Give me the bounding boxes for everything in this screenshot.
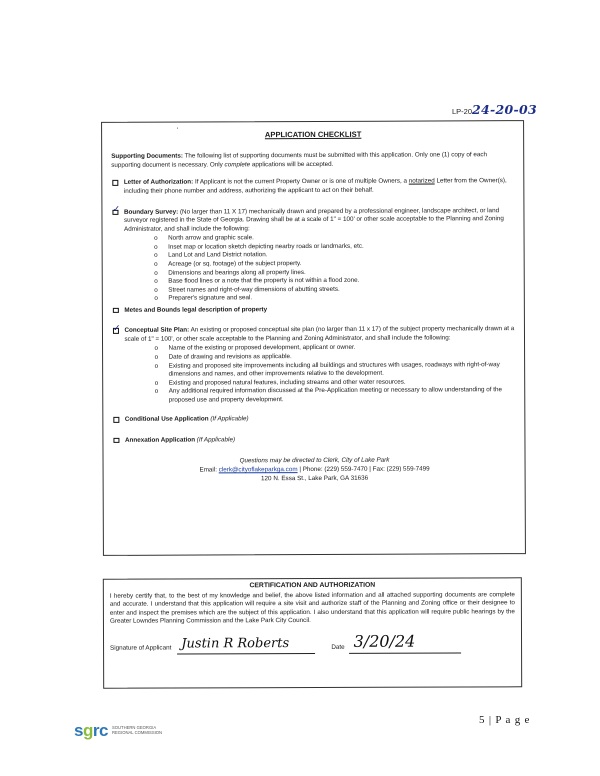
list-item: o Existing and proposed site improvements including all buildings and structures with usages, roadways with right-of-way dimensions and names, and other improvements relative to the development. [155,361,517,380]
certification-title: CERTIFICATION AND AUTHORIZATION [249,581,376,590]
signature-field[interactable] [177,631,315,654]
signature-row [110,630,515,654]
date-value: 3/20/24 [353,631,416,651]
checklist-title: APPLICATION CHECKLIST [264,129,362,140]
logo-mark: sgrc [74,721,108,740]
case-number [452,102,592,117]
item-metes-and-bounds: Metes and Bounds legal description of property [112,305,516,315]
signature: Justin R Roberts [181,636,290,652]
site-plan-requirements [125,344,517,406]
list-item: o Any additional required information discussed at the Pre-Application meeting or necessary to allow understanding of the proposed use and property development. [155,386,517,405]
conditional-use-checkbox[interactable] [113,417,119,423]
page-number: 5 | P a g e [479,714,531,726]
boundary-survey-requirements [124,233,516,303]
date-label: Date [331,643,345,651]
item-letter-of-authorization: Letter of Authorization: If Applicant is not the current Property Owner or is one of multiple Owners, a notarized Letter from the Owner(s), including their phone number and address, authorizing the applicant to act on their behalf. [111,178,515,197]
list-item: o Street names and right-of-way dimensions of abutting streets. [154,285,516,295]
contact-info: Email: clerk@cityoflakeparkga.com | Phone: (229) 559-7470 | Fax: (229) 559-7499 120 N. Essa St., Lake Park, GA 31636 [199,465,430,483]
certification-text: I hereby certify that, to the best of my knowledge and belief, the above listed information and all attached supporting documents are complete and accurate. I understand that this application will require a site visit and authorize staff of the Planning and Zoning office or their designee to enter and inspect the premises which are the subject of this application. I also understand that this application will require public hearings by the Greater Lowndes Planning Commission and the Lake Park City Council. [109,591,515,625]
check-mark-icon: ✓ [112,323,121,334]
annexation-checkbox[interactable] [113,438,119,444]
stray-mark: ' [177,128,179,134]
list-item: o Land Lot and Land District notation. [154,250,516,260]
list-item: o North arrow and graphic scale. [154,233,516,243]
letter-of-authorization-checkbox[interactable] [112,180,118,186]
address: 120 N. Essa St., Lake Park, GA 31636 [261,474,369,483]
email-link[interactable]: clerk@cityoflakeparkga.com [218,466,298,474]
conceptual-site-plan-checkbox[interactable] [112,323,121,334]
list-item: o Acreage (or sq. footage) of the subject property. [154,259,516,269]
certification-box [103,577,522,688]
item-boundary-survey: ✓ Boundary Survey: (No larger than 11 X 17) mechanically drawn and prepared by a professional engineer, landscape architect, or land surveyor registered in the State of Georgia. Drawing shall be at a scale of 1" = 100' or other scale acceptable to the Planning and Zoning Administrator, and shall include the following: o North arrow and graphic scale. o Inset map or location sketch depicting nearby roads or landmarks, etc. o Land Lot and Land District notation. o Acreage (or sq. footage) of the subject property. o Dimensions and bearings along all property lines. o Base flood lines or a note that the property is not within a flood zone. o Street names and right-of-way dimensions of abutting streets. o Preparer's signature and seal. [111,207,515,304]
list-item: o Preparer's signature and seal. [154,293,516,303]
case-number-handwritten: 24-20-03 [472,102,537,117]
metes-and-bounds-checkbox[interactable] [113,308,119,314]
list-item: o Name of the existing or proposed development, applicant or owner. [155,344,517,354]
logo-org-name: SOUTHERN GEORGIA REGIONAL COMMISSION [111,724,163,735]
date-field[interactable] [349,631,461,654]
boundary-survey-checkbox[interactable] [112,204,121,215]
sgrc-logo [74,722,162,739]
application-checklist [101,120,526,556]
supporting-documents-intro: Supporting Documents: The following list of supporting documents must be submitted with this application. Only one (1) copy of each supporting document is necessary. Only complete applications will be accepted. [111,151,487,169]
case-number-printed: LP-20 [452,107,473,116]
item-annexation: Annexation Application (If Applicable) [112,435,516,445]
signature-label: Signature of Applicant [110,644,172,652]
check-mark-icon: ✓ [112,204,121,215]
list-item: o Date of drawing and revisions as applicable. [155,352,517,362]
list-item: o Dimensions and bearings along all property lines. [154,268,516,278]
item-conceptual-site-plan: ✓ Conceptual Site Plan: An existing or proposed conceptual site plan (no larger than 11 x 17) of the subject property mechanically drawn at a scale of 1" = 100', or other scale acceptable to the Planning and Zoning Administrator, and shall include the following: o Name of the existing or proposed development, applicant or owner. o Date of drawing and revisions as applicable. o Existing and proposed site improvements including all buildings and structures with usages, roadways with right-of-way dimensions and names, and other improvements relative to the development. o Existing and proposed natural features, including streams and other water resources. o Any additional required information discussed at the Pre-Application meeting or necessary to allow understanding of the proposed use and property development. [112,325,516,405]
list-item: o Existing and proposed natural features, including streams and other water resources. [155,378,517,388]
list-item: o Inset map or location sketch depicting nearby roads or landmarks, etc. [154,242,516,252]
list-item: o Base flood lines or a note that the property is not within a flood zone. [154,276,516,286]
questions-note: Questions may be directed to Clerk, City of Lake Park [239,456,390,464]
item-conditional-use: Conditional Use Application (If Applicable) [112,414,516,424]
